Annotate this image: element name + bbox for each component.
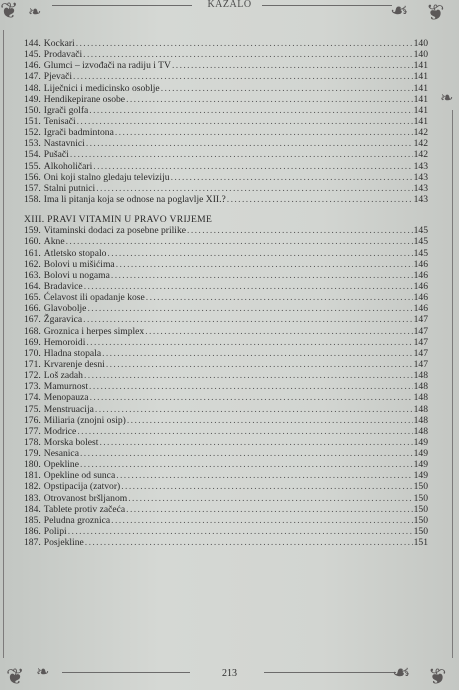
chapter-xii-entries (24, 38, 428, 205)
entry-title: Hendikepirane osobe (43, 93, 126, 105)
dot-leader (77, 116, 413, 127)
section-gap (24, 205, 428, 214)
entry-title: Bolovi u nogama (43, 269, 110, 281)
toc-entry (24, 404, 428, 415)
entry-number: 157. (24, 182, 41, 194)
top-left-flourish-icon: ❧ (28, 4, 42, 21)
entry-number: 172. (24, 370, 41, 382)
entry-number: 147. (24, 71, 41, 83)
entry-page-number: 143 (413, 160, 428, 172)
entry-number: 180. (24, 459, 41, 471)
entry-number: 174. (24, 392, 41, 404)
entry-page-number: 141 (413, 93, 428, 105)
entry-page-number: 148 (413, 414, 428, 426)
entry-title: Morska bolest (43, 436, 99, 448)
entry-title: Atletsko stopalo (43, 247, 107, 259)
entry-page-number: 146 (413, 269, 428, 281)
left-border-line (3, 30, 4, 658)
entry-number: 183. (24, 492, 41, 504)
entry-page-number: 150 (413, 481, 428, 493)
dot-leader (127, 415, 413, 426)
entry-page-number: 146 (413, 280, 428, 292)
running-head: KAZALO (207, 0, 252, 10)
toc-entry (24, 49, 428, 60)
dot-leader (111, 515, 412, 526)
entry-number: 146. (24, 60, 41, 72)
entry-page-number: 145 (413, 225, 428, 237)
entry-page-number: 149 (413, 470, 428, 482)
entry-page-number: 148 (413, 403, 428, 415)
entry-title: Otrovanost bršljanom (43, 492, 128, 504)
entry-number: 144. (24, 38, 41, 49)
toc-entry (24, 83, 428, 94)
dot-leader (86, 337, 412, 348)
entry-title: Opstipacija (zatvor) (43, 481, 121, 493)
entry-page-number: 147 (413, 314, 428, 326)
toc-entry (24, 38, 428, 49)
toc-entry (24, 381, 428, 392)
toc-entry (24, 94, 428, 105)
entry-title: Hemoroidi (43, 336, 86, 348)
right-edge-ornament-icon: ❧ (440, 90, 454, 107)
entry-title: Liječnici i medicinsko osoblje (43, 82, 160, 94)
entry-page-number: 143 (413, 182, 428, 194)
toc-entry (24, 225, 428, 236)
entry-number: 151. (24, 115, 41, 127)
entry-page-number: 148 (413, 392, 428, 404)
entry-title: Ima li pitanja koja se odnose na poglavlje XII.? (43, 193, 226, 205)
entry-title: Tenisači (43, 115, 76, 127)
entry-page-number: 141 (413, 60, 428, 72)
entry-title: Bradavice (43, 280, 83, 292)
right-border-line (452, 110, 453, 658)
dot-leader (116, 470, 412, 481)
entry-number: 169. (24, 336, 41, 348)
toc-entry (24, 270, 428, 281)
dot-leader (99, 437, 412, 448)
entry-page-number: 150 (413, 514, 428, 526)
entry-page-number: 149 (413, 448, 428, 460)
entry-number: 182. (24, 481, 41, 493)
entry-number: 178. (24, 436, 41, 448)
dot-leader (80, 448, 413, 459)
entry-page-number: 150 (413, 503, 428, 515)
entry-page-number: 148 (413, 370, 428, 382)
page-number: 213 (222, 668, 237, 679)
entry-page-number: 141 (413, 82, 428, 94)
dot-leader (145, 326, 412, 337)
dot-leader (89, 381, 413, 392)
chapter-xiii-entries (24, 225, 428, 548)
toc-entry (24, 194, 428, 205)
dot-leader (80, 459, 413, 470)
entry-title: Groznica i herpes simplex (43, 325, 145, 337)
dot-leader (87, 303, 412, 314)
entry-page-number: 147 (413, 336, 428, 348)
entry-number: 150. (24, 104, 41, 116)
entry-title: Žgaravica (43, 314, 83, 326)
dot-leader (106, 359, 413, 370)
bottom-left-scroll-ornament-icon: ❦ (6, 664, 25, 689)
top-right-scroll-ornament-icon: ❦ (426, 0, 445, 25)
entry-number: 160. (24, 236, 41, 248)
dot-leader (84, 281, 413, 292)
entry-page-number: 142 (413, 127, 428, 139)
header-rule-right (262, 5, 392, 6)
bottom-right-flourish-icon: ❧ (392, 660, 411, 685)
entry-title: Pušači (43, 149, 69, 161)
entry-page-number: 146 (413, 292, 428, 304)
entry-page-number: 145 (413, 247, 428, 259)
toc-entry (24, 60, 428, 71)
dot-leader (85, 537, 413, 548)
toc-entry (24, 359, 428, 370)
entry-number: 163. (24, 269, 41, 281)
dot-leader (73, 71, 413, 82)
entry-page-number: 143 (413, 193, 428, 205)
entry-title: Tablete protiv začeća (43, 503, 126, 515)
toc-entry (24, 459, 428, 470)
entry-title: Menopauza (43, 392, 89, 404)
toc-entry (24, 415, 428, 426)
toc-entry (24, 348, 428, 359)
dot-leader (70, 149, 413, 160)
entry-page-number: 142 (413, 149, 428, 161)
dot-leader (96, 183, 412, 194)
entry-number: 185. (24, 514, 41, 526)
entry-title: Glavobolje (43, 303, 87, 315)
dot-leader (86, 138, 413, 149)
entry-page-number: 141 (413, 115, 428, 127)
toc-entry (24, 470, 428, 481)
entry-number: 175. (24, 403, 41, 415)
toc-entry (24, 370, 428, 381)
toc-entry (24, 426, 428, 437)
toc-entry (24, 504, 428, 515)
dot-leader (68, 526, 413, 537)
entry-title: Vitaminski dodaci za posebne prilike (43, 225, 187, 237)
entry-number: 148. (24, 82, 41, 94)
entry-title: Opekline od sunca (43, 470, 116, 482)
entry-number: 149. (24, 93, 41, 105)
toc-entry (24, 183, 428, 194)
toc-entry (24, 292, 428, 303)
entry-title: Igrači badmintona (43, 127, 114, 139)
entry-title: Stalni putnici (43, 182, 96, 194)
dot-leader (121, 481, 412, 492)
toc-entry (24, 116, 428, 127)
dot-leader (77, 426, 412, 437)
entry-page-number: 149 (413, 459, 428, 471)
entry-page-number: 143 (413, 171, 428, 183)
dot-leader (171, 172, 413, 183)
toc-entry (24, 481, 428, 492)
bottom-right-scroll-ornament-icon: ❦ (428, 664, 447, 689)
entry-title: Polipi (43, 526, 67, 538)
entry-title: Menstruacija (43, 403, 94, 415)
header-rule-left (52, 5, 192, 6)
dot-leader (84, 370, 413, 381)
toc-entry (24, 303, 428, 314)
entry-number: 162. (24, 258, 41, 270)
dot-leader (128, 493, 412, 504)
entry-title: Alkoholičari (43, 160, 93, 172)
entry-title: Ćelavost ili opadanje kose (43, 292, 145, 304)
dot-leader (107, 248, 412, 259)
toc-entry (24, 281, 428, 292)
entry-number: 156. (24, 171, 41, 183)
entry-page-number: 148 (413, 425, 428, 437)
entry-page-number: 145 (413, 236, 428, 248)
dot-leader (187, 225, 413, 236)
toc-entry (24, 526, 428, 537)
entry-title: Opekline (43, 459, 79, 471)
entry-page-number: 150 (413, 526, 428, 538)
entry-page-number: 142 (413, 138, 428, 150)
entry-page-number: 149 (413, 436, 428, 448)
dot-leader (76, 38, 413, 49)
toc-entry (24, 337, 428, 348)
toc-entry (24, 314, 428, 325)
entry-title: Loš zadah (43, 370, 83, 382)
toc-entry (24, 71, 428, 82)
entry-page-number: 150 (413, 492, 428, 504)
entry-number: 184. (24, 503, 41, 515)
toc-entry (24, 105, 428, 116)
dot-leader (89, 105, 412, 116)
entry-title: Igrači golfa (43, 104, 89, 116)
entry-page-number: 147 (413, 347, 428, 359)
dot-leader (126, 94, 413, 105)
entry-number: 181. (24, 470, 41, 482)
entry-title: Akne (43, 236, 65, 248)
entry-number: 158. (24, 193, 41, 205)
dot-leader (83, 49, 412, 60)
entry-number: 171. (24, 358, 41, 370)
section-heading: XIII. PRAVI VITAMIN U PRAVO VRIJEME (24, 214, 213, 226)
entry-title: Krvarenje desni (43, 358, 105, 370)
entry-page-number: 147 (413, 358, 428, 370)
bottom-left-flourish-icon: ❧ (36, 664, 50, 681)
toc-entry (24, 161, 428, 172)
entry-page-number: 151 (413, 537, 428, 549)
entry-page-number: 146 (413, 303, 428, 315)
toc-entry (24, 537, 428, 548)
entry-number: 176. (24, 414, 41, 426)
dot-leader (93, 161, 412, 172)
entry-title: Mamurnost (43, 381, 89, 393)
entry-number: 145. (24, 49, 41, 61)
entry-title: Bolovi u mišićima (43, 258, 115, 270)
dot-leader (126, 504, 412, 515)
dot-leader (116, 259, 413, 270)
entry-title: Oni koji stalno gledaju televiziju (43, 171, 170, 183)
entry-title: Glumci – izvođači na radiju i TV (43, 60, 171, 72)
toc-entry (24, 493, 428, 504)
entry-page-number: 148 (413, 381, 428, 393)
dot-leader (227, 194, 413, 205)
entry-title: Prodavači (43, 49, 83, 61)
entry-title: Nastavnici (43, 138, 85, 150)
entry-title: Pjevači (43, 71, 73, 83)
entry-title: Peludna groznica (43, 514, 111, 526)
toc-entry (24, 448, 428, 459)
toc-entry (24, 172, 428, 183)
entry-number: 167. (24, 314, 41, 326)
toc-entry (24, 248, 428, 259)
entry-title: Hladna stopala (43, 347, 102, 359)
toc-entry (24, 236, 428, 247)
toc-entry (24, 515, 428, 526)
entry-page-number: 146 (413, 258, 428, 270)
entry-title: Modrice (43, 425, 77, 437)
dot-leader (146, 292, 413, 303)
dot-leader (111, 270, 413, 281)
entry-number: 173. (24, 381, 41, 393)
entry-page-number: 140 (413, 49, 428, 61)
dot-leader (95, 404, 413, 415)
toc-entry (24, 127, 428, 138)
dot-leader (90, 392, 413, 403)
dot-leader (115, 127, 413, 138)
entry-number: 170. (24, 347, 41, 359)
entry-title: Miliaria (znojni osip) (43, 414, 126, 426)
dot-leader (102, 348, 413, 359)
entry-title: Posjekline (43, 537, 84, 549)
entry-number: 187. (24, 537, 41, 549)
entry-number: 155. (24, 160, 41, 172)
dot-leader (66, 236, 413, 247)
entry-number: 186. (24, 526, 41, 538)
entry-page-number: 140 (413, 38, 428, 49)
entry-number: 152. (24, 127, 41, 139)
table-of-contents (24, 38, 428, 548)
toc-entry (24, 326, 428, 337)
entry-title: Nesanica (43, 448, 79, 460)
toc-entry (24, 392, 428, 403)
entry-number: 153. (24, 138, 41, 150)
entry-number: 177. (24, 425, 41, 437)
entry-title: Kockari (43, 38, 75, 49)
top-right-flourish-icon: ❧ (390, 0, 409, 23)
entry-number: 161. (24, 247, 41, 259)
entry-page-number: 147 (413, 325, 428, 337)
entry-number: 166. (24, 303, 41, 315)
toc-entry (24, 149, 428, 160)
entry-number: 165. (24, 292, 41, 304)
entry-page-number: 141 (413, 104, 428, 116)
dot-leader (172, 60, 413, 71)
top-left-scroll-ornament-icon: ❦ (0, 0, 19, 23)
entry-page-number: 141 (413, 71, 428, 83)
toc-entry (24, 138, 428, 149)
entry-number: 154. (24, 149, 41, 161)
dot-leader (83, 314, 412, 325)
dot-leader (161, 83, 413, 94)
entry-number: 168. (24, 325, 41, 337)
entry-number: 159. (24, 225, 41, 237)
entry-number: 164. (24, 280, 41, 292)
toc-entry (24, 437, 428, 448)
toc-entry (24, 259, 428, 270)
entry-number: 179. (24, 448, 41, 460)
